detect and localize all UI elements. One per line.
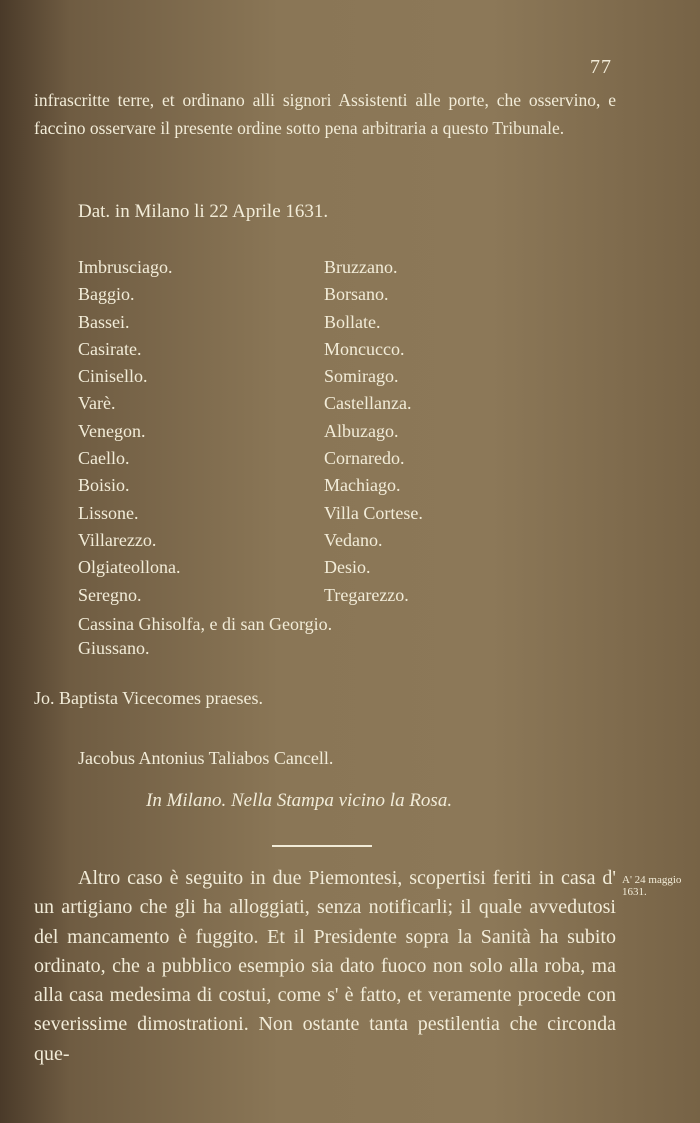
town-right: Desio. — [324, 557, 371, 578]
town-left: Caello. — [78, 448, 130, 469]
imprint-line: In Milano. Nella Stampa vicino la Rosa. — [146, 790, 453, 811]
town-row — [78, 445, 498, 472]
town-row — [78, 472, 498, 499]
town-left: Lissone. — [78, 502, 139, 523]
town-left: Seregno. — [78, 584, 142, 605]
town-left: Bassei. — [78, 311, 130, 332]
town-row — [78, 254, 498, 281]
town-cassina: Cassina Ghisolfa, e di san Georgio. — [78, 614, 333, 634]
section-rule — [272, 845, 372, 847]
town-left: Cinisello. — [78, 366, 148, 387]
town-right: Somirago. — [324, 366, 399, 387]
town-row — [78, 582, 498, 609]
town-row — [78, 309, 498, 336]
town-row — [78, 336, 498, 363]
town-right: Bruzzano. — [324, 257, 398, 277]
town-row — [78, 363, 498, 390]
page-number: 77 — [590, 56, 612, 78]
town-left: Varè. — [78, 393, 116, 414]
body-paragraph — [34, 864, 616, 1069]
town-row — [78, 527, 498, 554]
town-right: Villa Cortese. — [324, 502, 423, 523]
town-right: Machiago. — [324, 475, 401, 496]
town-row — [78, 418, 498, 445]
town-right: Cornaredo. — [324, 448, 405, 469]
town-right: Moncucco. — [324, 338, 405, 359]
margin-note: A' 24 maggio 1631. — [622, 874, 682, 898]
town-right: Bollate. — [324, 311, 381, 332]
town-right: Vedano. — [324, 529, 383, 550]
town-left: Olgiateollona. — [78, 557, 181, 578]
town-left: Baggio. — [78, 284, 135, 305]
intro-paragraph: infrascritte terre, et ordinano alli signori Assistenti alle porte, che osservino, e faccino osservare il presente ordine sotto pena arbitraria a questo Tribunale. — [34, 90, 616, 138]
town-row — [78, 281, 498, 308]
town-right: Borsano. — [324, 284, 389, 305]
town-right: Castellanza. — [324, 393, 412, 414]
town-row — [78, 554, 498, 581]
town-giussano: Giussano. — [78, 638, 150, 658]
town-left: Villarezzo. — [78, 529, 157, 550]
signature-cancell: Jacobus Antonius Taliabos Cancell. — [78, 748, 334, 768]
town-right: Tregarezzo. — [324, 584, 409, 605]
dated-line: Dat. in Milano li 22 Aprile 1631. — [78, 201, 329, 222]
town-left: Casirate. — [78, 338, 142, 359]
town-row — [78, 500, 498, 527]
town-left: Venegon. — [78, 420, 146, 441]
signature-praeses: Jo. Baptista Vicecomes praeses. — [34, 688, 264, 708]
body-text: Altro caso è seguito in due Piemontesi, scopertisi feriti in casa d' un artigiano che gli ha alloggiati, senza notificarli; il quale avvedutosi del mancamento è fuggito. Et il Presidente sopra la Sanità ha subito ordinato, che a pubblico esempio sia dato fuoco non solo alla roba, ma alla casa medesima di costui, come s' è fatto, et veramente procede con severissime dimostrationi. Non ostante tanta pestilentia che circonda que- — [34, 867, 616, 1065]
town-list — [78, 254, 498, 609]
town-left: Imbrusciago. — [78, 257, 173, 277]
town-left: Boisio. — [78, 475, 130, 496]
town-right: Albuzago. — [324, 420, 399, 441]
town-row — [78, 390, 498, 417]
